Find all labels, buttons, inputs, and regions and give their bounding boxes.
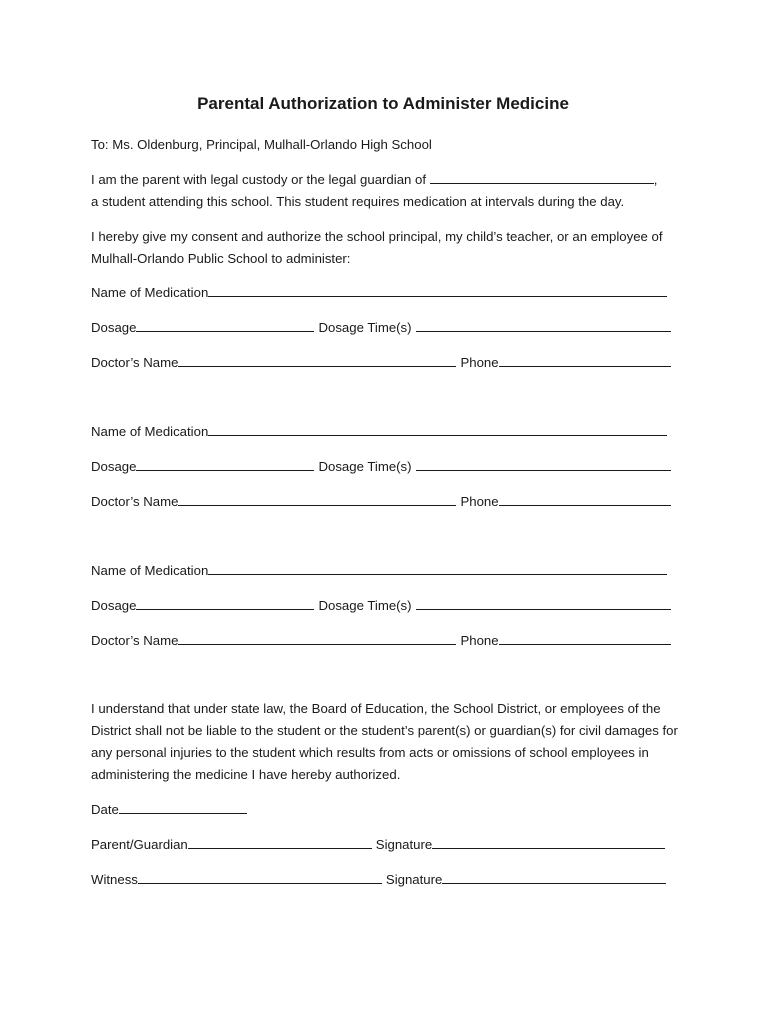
- medication-name-label: Name of Medication: [91, 285, 209, 300]
- phone-label: Phone: [460, 494, 499, 509]
- medication-name-field[interactable]: [208, 423, 667, 436]
- consent-paragraph: I hereby give my consent and authorize the school principal, my child’s teacher, or an employee of Mulhall-Orlando Public School to administer:: [91, 229, 663, 266]
- phone-field[interactable]: [499, 632, 671, 645]
- medication-name-row: [91, 562, 671, 580]
- medication-name-field[interactable]: [208, 562, 667, 575]
- parent-guardian-label: Parent/Guardian: [91, 837, 188, 852]
- dosage-field[interactable]: [136, 458, 314, 471]
- dosage-time-field[interactable]: [416, 319, 671, 332]
- doctor-name-label: Doctor’s Name: [91, 355, 179, 370]
- parent-signature-label: Signature: [375, 837, 433, 852]
- dosage-field[interactable]: [136, 597, 314, 610]
- dosage-row: [91, 458, 675, 476]
- parent-signature-field[interactable]: [432, 836, 665, 849]
- intro-comma: ,: [653, 172, 658, 187]
- medication-name-field[interactable]: [208, 284, 667, 297]
- witness-signature-label: Signature: [385, 872, 443, 887]
- witness-name-field[interactable]: [138, 871, 382, 884]
- doctor-row: [91, 632, 675, 650]
- doctor-name-field[interactable]: [178, 493, 456, 506]
- doctor-name-label: Doctor’s Name: [91, 494, 179, 509]
- dosage-row: [91, 319, 675, 337]
- dosage-time-field[interactable]: [416, 458, 671, 471]
- dosage-label: Dosage: [91, 320, 137, 335]
- witness-label: Witness: [91, 872, 138, 887]
- dosage-time-label: Dosage Time(s): [318, 459, 412, 474]
- witness-signature-row: [91, 871, 670, 889]
- dosage-label: Dosage: [91, 598, 137, 613]
- dosage-label: Dosage: [91, 459, 137, 474]
- doctor-name-field[interactable]: [178, 354, 456, 367]
- doctor-row: [91, 493, 675, 511]
- medication-name-label: Name of Medication: [91, 563, 209, 578]
- intro-line-1: [91, 171, 657, 189]
- intro-line-2: a student attending this school. This student requires medication at intervals during the day.: [91, 194, 625, 209]
- parent-guardian-name-field[interactable]: [188, 836, 372, 849]
- dosage-time-field[interactable]: [416, 597, 671, 610]
- doctor-row: [91, 354, 675, 372]
- doctor-name-field[interactable]: [178, 632, 456, 645]
- dosage-row: [91, 597, 675, 615]
- phone-field[interactable]: [499, 493, 671, 506]
- phone-field[interactable]: [499, 354, 671, 367]
- intro-text: I am the parent with legal custody or the legal guardian of: [91, 172, 427, 187]
- liability-paragraph: I understand that under state law, the Board of Education, the School District, or employees of the District shall not be liable to the student or the student’s parent(s) or guardian(s) for civil damages for any personal injuries to the student which results from acts or omissions of school employees in administering the medicine I have hereby authorized.: [91, 701, 678, 782]
- form-title: Parental Authorization to Administer Medicine: [197, 94, 569, 113]
- dosage-field[interactable]: [136, 319, 314, 332]
- medication-name-label: Name of Medication: [91, 424, 209, 439]
- date-label: Date: [91, 802, 119, 817]
- phone-label: Phone: [460, 355, 499, 370]
- witness-signature-field[interactable]: [442, 871, 666, 884]
- student-name-field[interactable]: [430, 171, 654, 184]
- addressee-line: To: Ms. Oldenburg, Principal, Mulhall-Orlando High School: [91, 137, 432, 152]
- date-field[interactable]: [119, 801, 247, 814]
- parent-signature-row: [91, 836, 669, 854]
- dosage-time-label: Dosage Time(s): [318, 598, 412, 613]
- doctor-name-label: Doctor’s Name: [91, 633, 179, 648]
- date-row: [91, 801, 251, 819]
- medication-name-row: [91, 284, 671, 302]
- medication-name-row: [91, 423, 671, 441]
- dosage-time-label: Dosage Time(s): [318, 320, 412, 335]
- phone-label: Phone: [460, 633, 499, 648]
